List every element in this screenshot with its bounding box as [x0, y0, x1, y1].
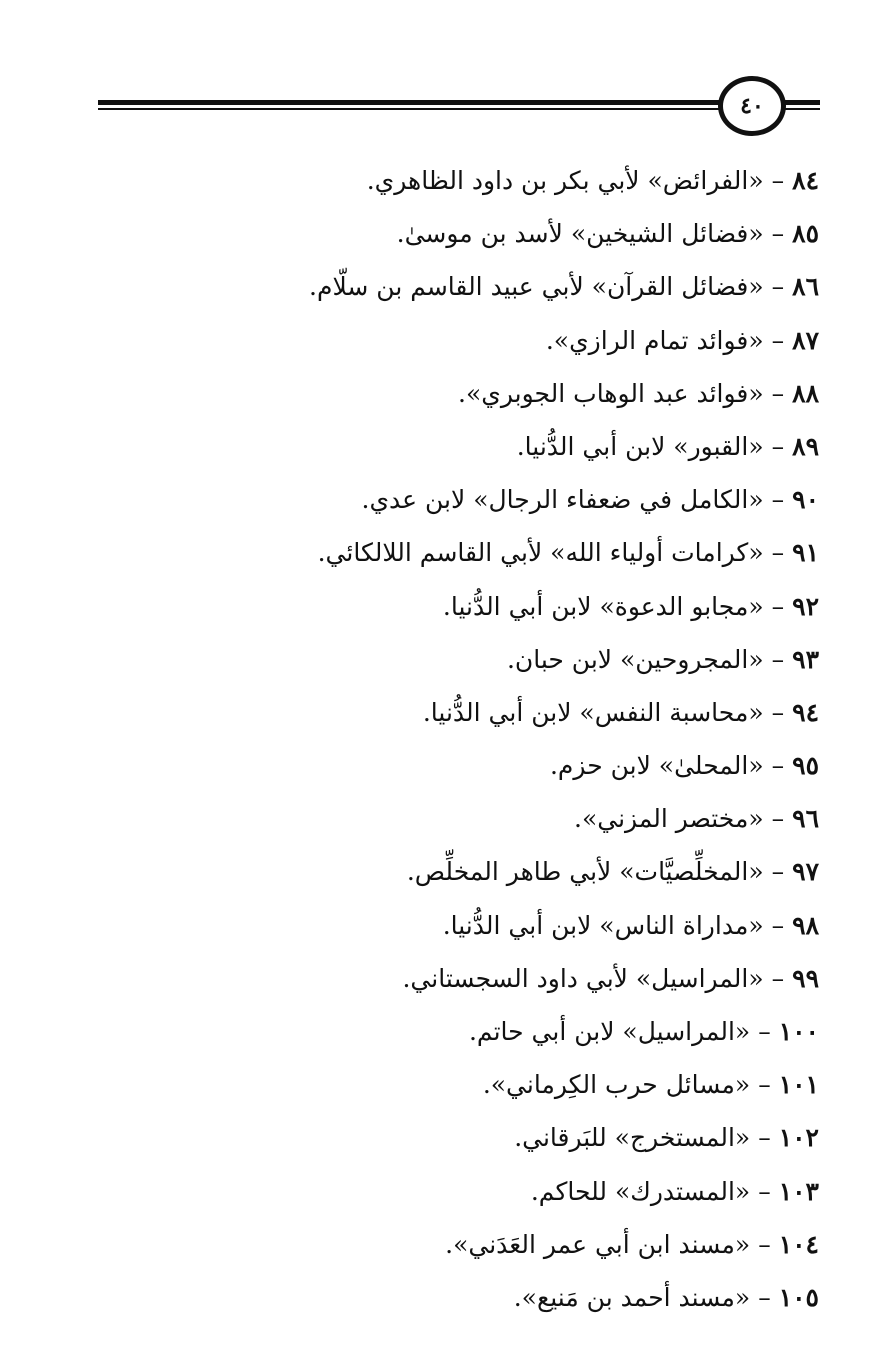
- entry-title: «مسائل حرب الكِرماني».: [482, 1070, 751, 1100]
- list-item: [259, 207, 819, 260]
- entry-title: «مجابو الدعوة» لابن أبي الدُّنيا.: [442, 591, 764, 621]
- header-rule-tail: [784, 100, 820, 110]
- list-item: [259, 420, 819, 473]
- list-item: [259, 526, 819, 579]
- list-item: [259, 260, 819, 313]
- list-item: [259, 633, 819, 686]
- entry-number: ١٠٢: [778, 1123, 819, 1153]
- entry-dash: –: [758, 1176, 771, 1206]
- entry-number: ٨٨: [792, 378, 819, 408]
- entry-dash: –: [771, 378, 785, 408]
- entry-title: «المستدرك» للحاكم.: [530, 1176, 751, 1206]
- entry-dash: –: [771, 910, 785, 940]
- entry-title: «المراسيل» لابن أبي حاتم.: [468, 1017, 751, 1046]
- list-item: [259, 1271, 819, 1324]
- entry-title: «القبور» لابن أبي الدُّنيا.: [516, 431, 764, 461]
- entry-number: ٨٥: [792, 219, 819, 249]
- entry-dash: –: [771, 591, 785, 621]
- entry-dash: –: [771, 272, 785, 302]
- list-item: [259, 1058, 819, 1111]
- list-item: [259, 473, 819, 526]
- entry-title: «كرامات أولياء الله» لأبي القاسم اللالكائي.: [317, 538, 764, 568]
- entry-title: «مسند ابن أبي عمر العَدَني».: [445, 1229, 751, 1259]
- entry-title: «المستخرج» للبَرقاني.: [514, 1123, 751, 1153]
- list-item: [259, 1165, 819, 1218]
- entry-number: ٩٠: [792, 485, 819, 515]
- entry-number: ٩٥: [792, 751, 819, 781]
- entry-number: ١٠٤: [778, 1229, 819, 1259]
- entry-title: «المجروحين» لابن حبان.: [506, 644, 764, 674]
- entry-dash: –: [758, 1017, 771, 1046]
- page-number: ٤٠: [740, 93, 764, 119]
- entry-number: ٨٧: [792, 325, 819, 355]
- entry-title: «المخلِّصيَّات» لأبي طاهر المخلِّص.: [406, 857, 764, 887]
- entry-title: «المراسيل» لأبي داود السجستاني.: [402, 963, 764, 993]
- list-item: [259, 580, 819, 633]
- list-item: [259, 952, 819, 1005]
- entry-number: ٨٩: [792, 431, 819, 461]
- entry-dash: –: [771, 166, 785, 195]
- header-rule-thick-line: [98, 100, 724, 105]
- entry-dash: –: [758, 1229, 771, 1259]
- entry-number: ٩٢: [792, 591, 819, 621]
- entry-number: ١٠٥: [778, 1282, 819, 1312]
- entry-dash: –: [758, 1282, 771, 1312]
- entry-dash: –: [771, 963, 785, 993]
- list-item: [259, 686, 819, 739]
- entry-number: ٨٤: [792, 166, 819, 195]
- entry-number: ٩١: [792, 538, 819, 568]
- entry-dash: –: [758, 1123, 771, 1153]
- entry-title: «المحلىٰ» لابن حزم.: [549, 751, 764, 781]
- entry-title: «فوائد عبد الوهاب الجوبري».: [458, 378, 764, 408]
- list-item: [259, 1111, 819, 1164]
- entry-number: ١٠١: [778, 1070, 819, 1100]
- entry-title: «مداراة الناس» لابن أبي الدُّنيا.: [442, 910, 764, 940]
- entry-dash: –: [771, 804, 785, 834]
- entry-number: ٩٨: [792, 910, 819, 940]
- entry-dash: –: [771, 431, 785, 461]
- entry-number: ٨٦: [792, 272, 819, 302]
- entry-number: ٩٦: [792, 804, 819, 834]
- entry-dash: –: [771, 325, 785, 355]
- entry-number: ١٠٠: [778, 1017, 819, 1046]
- entry-number: ٩٩: [792, 963, 819, 993]
- entry-dash: –: [771, 751, 785, 781]
- entry-dash: –: [771, 538, 785, 568]
- header-rule-thin-line: [98, 108, 724, 110]
- header-tail-thin-line: [784, 108, 820, 110]
- entry-title: «مختصر المزني».: [574, 804, 764, 834]
- list-item: [259, 1005, 819, 1058]
- list-item: [259, 154, 819, 207]
- list-item: [259, 314, 819, 367]
- entry-title: «فضائل القرآن» لأبي عبيد القاسم بن سلّام.: [309, 272, 764, 302]
- list-item: [259, 899, 819, 952]
- entry-number: ٩٤: [792, 697, 819, 727]
- entry-number: ١٠٣: [778, 1176, 819, 1206]
- entry-dash: –: [771, 697, 785, 727]
- list-item: [259, 845, 819, 898]
- entry-dash: –: [758, 1070, 771, 1100]
- entry-number: ٩٣: [792, 644, 819, 674]
- entry-title: «مسند أحمد بن مَنيع».: [513, 1282, 751, 1312]
- entry-dash: –: [771, 219, 785, 249]
- list-item: [259, 792, 819, 845]
- list-item: [259, 1218, 819, 1271]
- entry-title: «فضائل الشيخين» لأسد بن موسىٰ.: [396, 219, 764, 249]
- list-item: [259, 739, 819, 792]
- list-item: [259, 367, 819, 420]
- bibliography-list: [259, 154, 819, 1324]
- entry-title: «الكامل في ضعفاء الرجال» لابن عدي.: [361, 485, 764, 515]
- entry-number: ٩٧: [792, 857, 819, 887]
- entry-title: «الفرائض» لأبي بكر بن داود الظاهري.: [366, 166, 764, 195]
- entry-dash: –: [771, 857, 785, 887]
- entry-title: «محاسبة النفس» لابن أبي الدُّنيا.: [422, 697, 764, 727]
- entry-dash: –: [771, 644, 785, 674]
- entry-dash: –: [771, 485, 785, 515]
- header-rule: [98, 98, 724, 112]
- page-number-badge: [718, 76, 786, 136]
- entry-title: «فوائد تمام الرازي».: [545, 325, 764, 355]
- header-tail-thick-line: [784, 100, 820, 105]
